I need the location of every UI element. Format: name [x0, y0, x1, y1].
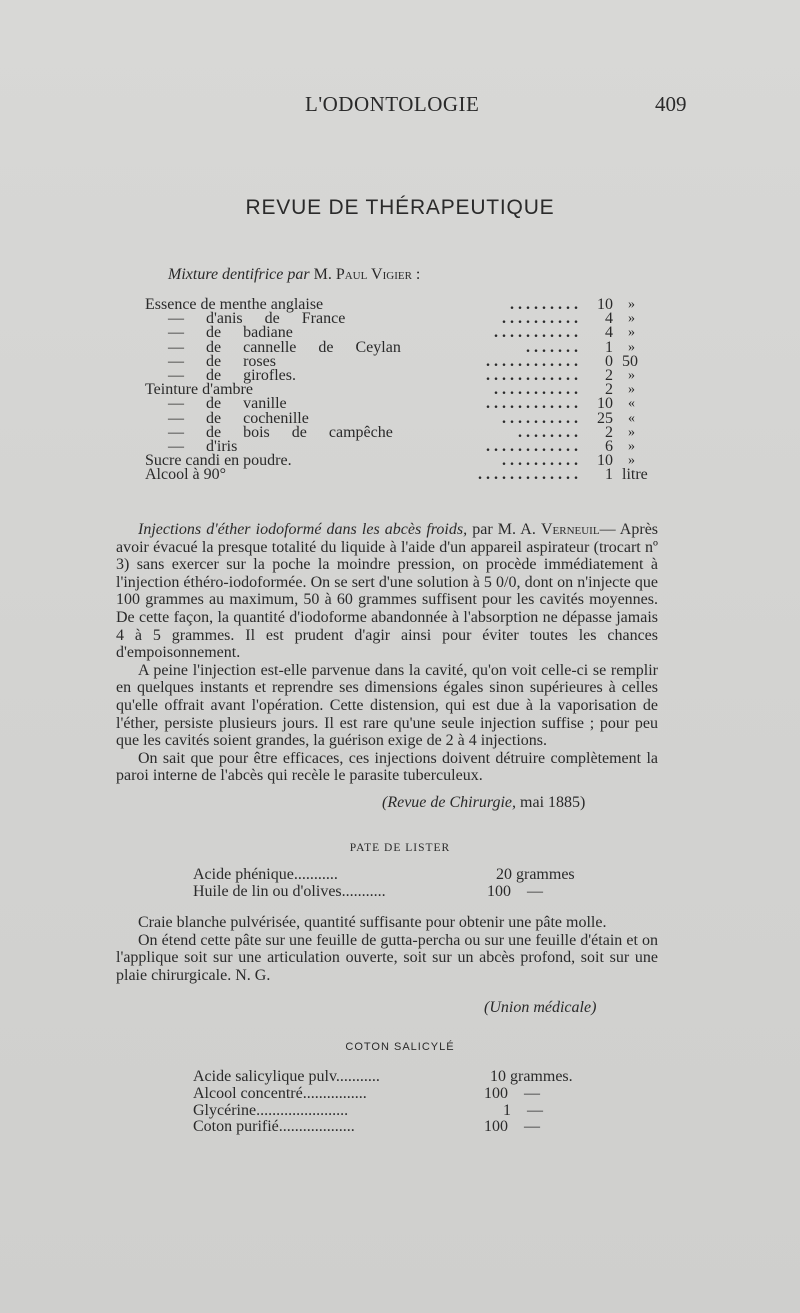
recipe-row-unit: 50 — [622, 352, 638, 370]
coton-row-dots: ........... — [335, 1068, 380, 1085]
injections-source-date: mai 1885) — [516, 794, 586, 811]
recipe-row-name: — de cannelle de Ceylan — [168, 338, 401, 356]
recipe-row — [0, 466, 800, 484]
running-header: L'ODONTOLOGIE — [305, 92, 480, 116]
recipe-row-name: — d'iris — [168, 438, 238, 455]
recipe-row-dots: .......... — [502, 409, 582, 427]
recipe-row-qty: 2 — [605, 381, 613, 399]
lister-row-name: Huile de lin ou d'olives — [193, 883, 342, 900]
lister-row-dots: ........... — [341, 883, 386, 900]
recipe-row-name: — de badiane — [168, 324, 293, 342]
recipe-row-name: — d'anis de France — [168, 310, 346, 328]
coton-row-qty: 10 grammes. — [490, 1068, 573, 1085]
recipe-row-unit: » — [628, 368, 635, 383]
recipe-row-unit: » — [628, 439, 635, 454]
section-title: REVUE DE THÉRAPEUTIQUE — [245, 196, 555, 219]
recipe-row-dots: .......... — [502, 452, 582, 470]
recipe-row-dots: ......... — [510, 296, 582, 313]
recipe-row-unit: « — [628, 396, 635, 412]
recipe-row-dots: ....... — [526, 338, 582, 356]
coton-title: COTON SALICYLÉ — [345, 1041, 455, 1053]
recipe-row-unit: » — [628, 424, 635, 440]
injections-by: par M. A. — [467, 521, 541, 538]
recipe-row-name: Alcool à 90° — [145, 466, 227, 484]
injections-body-3: On sait que pour être efficaces, ces injections doivent détruire complètement la paroi interne de l'abcès qui recèle le parasite tuberculeux. — [116, 749, 658, 785]
coton-row-qty: 100 — — [484, 1085, 540, 1102]
lister-row-name: Acide phénique — [193, 866, 294, 883]
coton-row-name: Alcool concentré — [193, 1085, 303, 1102]
coton-row-dots: ................... — [278, 1118, 355, 1135]
coton-row-qty: 100 — — [484, 1118, 540, 1135]
recipe-row-dots: .......... — [502, 310, 582, 328]
lister-title: PATE DE LISTER — [349, 842, 451, 854]
recipe-row-qty: 10 — [597, 296, 613, 313]
coton-row-name: Glycérine — [193, 1102, 257, 1119]
coton-row — [193, 1085, 367, 1103]
recipe-row-qty: 10 — [597, 395, 613, 413]
recipe-row-dots: ........... — [494, 381, 582, 399]
recipe-row-qty: 10 — [597, 452, 613, 470]
mixture-author: Paul Vigier : — [335, 266, 421, 283]
recipe-row-dots: ........ — [518, 423, 582, 441]
recipe-row-qty: 25 — [597, 409, 613, 427]
recipe-row-unit: » — [628, 297, 635, 312]
mixture-title: Mixture dentifrice par — [168, 266, 310, 283]
lister-row-qty: 100 — — [487, 883, 543, 900]
recipe-row-unit: « — [628, 410, 635, 426]
recipe-row-name: — de bois de campêche — [168, 423, 393, 441]
recipe-row-dots: ............. — [478, 466, 582, 484]
recipe-row-unit: » — [628, 311, 635, 327]
lister-row — [193, 883, 386, 901]
recipe-row-qty: 1 — [605, 338, 613, 356]
recipe-row-dots: ............ — [486, 438, 582, 455]
recipe-row-qty: 2 — [605, 423, 613, 441]
coton-row — [193, 1068, 380, 1086]
recipe-row-qty: 6 — [605, 438, 613, 455]
recipe-row-name: — de girofles. — [168, 367, 296, 384]
lister-row-dots: ........... — [293, 866, 338, 883]
coton-row-dots: ................ — [302, 1085, 367, 1102]
recipe-row-dots: ............ — [486, 395, 582, 413]
lister-body-1: Craie blanche pulvérisée, quantité suffisante pour obtenir une pâte molle. — [138, 914, 607, 931]
recipe-row-qty: 4 — [605, 310, 613, 328]
page-number: 409 — [655, 92, 687, 116]
injections-author: Verneuil — [540, 521, 600, 538]
recipe-row-qty: 1 — [605, 466, 613, 484]
lister-row-qty: 20 grammes — [496, 866, 575, 883]
recipe-row-dots: ............ — [486, 352, 582, 370]
coton-row — [193, 1118, 355, 1136]
recipe-row-unit: » — [628, 382, 635, 398]
coton-row-name: Coton purifié — [193, 1118, 279, 1135]
recipe-row-unit: » — [628, 453, 635, 469]
recipe-row-unit: litre — [622, 466, 648, 484]
lister-source: (Union médicale) — [484, 999, 597, 1016]
recipe-row-dots: ........... — [494, 324, 582, 342]
recipe-row-qty: 0 — [605, 352, 613, 370]
coton-row-name: Acide salicylique pulv — [193, 1068, 336, 1085]
injections-source — [382, 794, 585, 812]
injections-body-1: — Après avoir évacué la presque totalité du liquide à l'aide d'un appareil aspirateur (trocart nº 3) sans exercer sur la poche la moindre pression, on procède immédiatement à l'injection éthéro-iodoformée. On se sert d'une solution à 5 0/0, dont on n'injecte que 100 grammes au maximum, 50 à 60 grammes suffisent pour les cavités moyennes. De cette façon, la quantité d'iodoforme abandonnée à l'absorption ne dépasse jamais 4 à 5 grammes. Il est prudent d'agir ainsi pour éviter toutes les chances d'empoisonnement. — [116, 521, 659, 662]
recipe-row-name: — de cochenille — [168, 409, 309, 427]
recipe-row-name: Sucre candi en poudre. — [145, 452, 292, 470]
recipe-row-unit: » — [628, 339, 635, 355]
lister-section — [116, 914, 658, 984]
recipe-row-unit: » — [628, 325, 635, 341]
injections-title: Injections d'éther iodoformé dans les abcès froids, — [138, 521, 468, 538]
recipe-row-dots: ............ — [486, 367, 582, 384]
mixture-by: M. — [309, 266, 336, 283]
lister-row — [193, 866, 338, 884]
recipe-row-name: Essence de menthe anglaise — [145, 296, 324, 313]
injections-section — [116, 521, 658, 785]
recipe-row-name: — de vanille — [168, 395, 287, 413]
coton-row-dots: ....................... — [256, 1102, 349, 1119]
mixture-intro — [168, 266, 420, 284]
recipe-row-name: Teinture d'ambre — [145, 381, 253, 399]
recipe-row-qty: 4 — [605, 324, 613, 342]
recipe-row-name: — de roses — [168, 352, 276, 370]
injections-source-journal: (Revue de Chirurgie, — [382, 794, 517, 811]
lister-body-2: On étend cette pâte sur une feuille de gutta-percha ou sur une feuille d'étain et on l'applique soit sur une articulation ouverte, soit sur un abcès profond, soit sur une plaie chirurgicale. N. G. — [116, 931, 658, 984]
coton-row-qty: 1 — — [503, 1102, 543, 1119]
injections-body-2: A peine l'injection est-elle parvenue dans la cavité, qu'on voit celle-ci se remplir en quelques instants et reprendre ses dimensions égales sinon supérieures à celles qu'elle offrait avant l'opération. Cette distension, qui est due à la vaporisation de l'éther, persiste plusieurs jours. Il est rare qu'une seule injection suffise ; pour peu que les cavités soient grandes, la guérison exige de 2 à 4 injections. — [116, 661, 658, 750]
injections-paragraph — [116, 521, 658, 662]
recipe-row-qty: 2 — [605, 367, 613, 384]
